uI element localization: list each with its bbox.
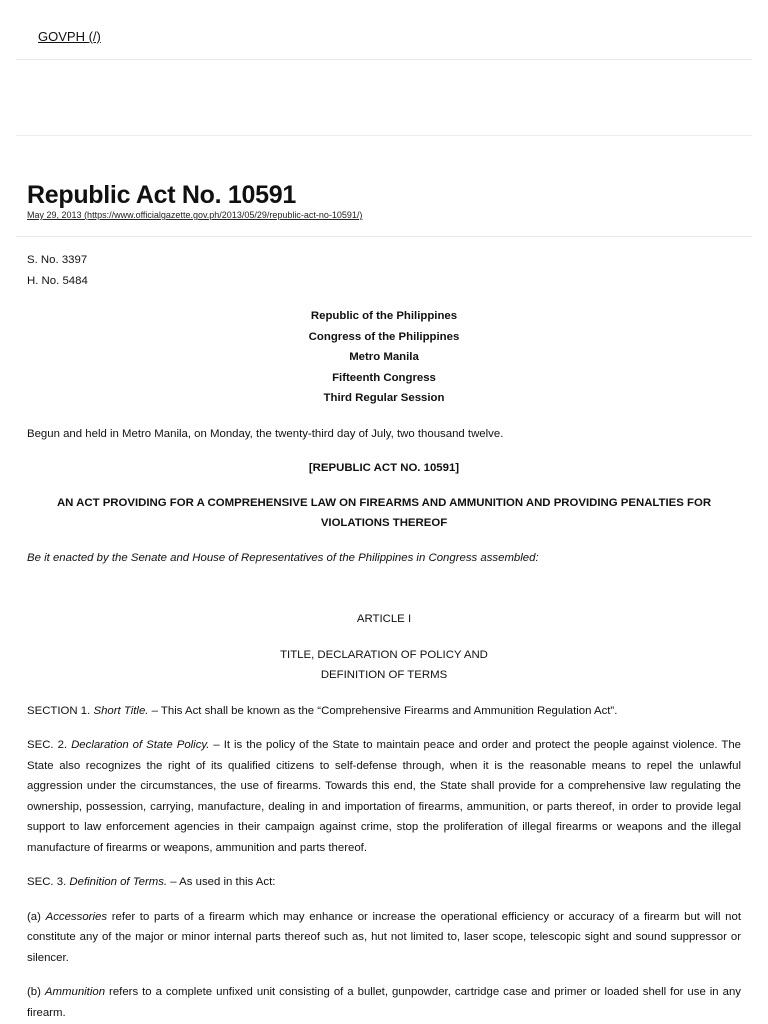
- republic-act-number: [REPUBLIC ACT NO. 10591]: [308, 462, 460, 474]
- definition-prefix: (b): [27, 986, 45, 998]
- definition-term: Ammunition: [44, 986, 106, 998]
- article-body: [27, 250, 741, 1023]
- section-heading: Short Title.: [93, 704, 149, 717]
- article-label: ARTICLE I: [356, 613, 412, 625]
- section-text: – As used in this Act:: [167, 876, 276, 888]
- section-2: [27, 735, 741, 858]
- section-prefix: SECTION 1.: [27, 704, 94, 717]
- definition-text: refer to parts of a firearm which may enhance or increase the operational efficiency or accuracy of a firearm but will not constitute any of the major or minor internal parts thereof such as, hut not limited to, laser scope, telescopic sight and sound suppressor or silencer.: [27, 910, 741, 964]
- article-title-line: DEFINITION OF TERMS: [320, 669, 448, 681]
- top-bar: [16, 0, 752, 60]
- senate-bill-number: S. No. 3397: [27, 254, 88, 266]
- header-spacer: [16, 60, 752, 136]
- article-date: May 29, 2013: [27, 210, 82, 220]
- section-heading: Definition of Terms.: [69, 876, 168, 888]
- section-prefix: SEC. 2.: [27, 739, 72, 751]
- definition-b: [27, 982, 741, 1023]
- section-3: [27, 872, 741, 893]
- heading-line: Metro Manila: [349, 351, 419, 363]
- article-title-line: TITLE, DECLARATION OF POLICY AND: [280, 648, 488, 661]
- definition-text: refers to a complete unfixed unit consisting of a bullet, gunpowder, cartridge case and primer or loaded shell for use in any firearm.: [27, 986, 741, 1019]
- page-title: Republic Act No. 10591: [27, 181, 296, 209]
- article-date-link[interactable]: [27, 210, 362, 220]
- article-header: [16, 178, 752, 237]
- definition-prefix: (a): [27, 910, 46, 923]
- section-prefix: SEC. 3.: [27, 876, 70, 888]
- definition-term: Accessories: [45, 910, 108, 923]
- definition-a: [27, 907, 741, 969]
- heading-line: Republic of the Philippines: [310, 310, 458, 322]
- house-bill-number: H. No. 5484: [27, 274, 88, 287]
- act-title: AN ACT PROVIDING FOR A COMPREHENSIVE LAW ON FIREARMS AND AMMUNITION AND PROVIDING PENALTIES FOR VIOLATIONS THEREOF: [56, 496, 712, 529]
- article-url: (https://www.officialgazette.gov.ph/2013/05/29/republic-act-no-10591/): [84, 210, 363, 220]
- begun-statement: Begun and held in Metro Manila, on Monday, the twenty-third day of July, two thousand twelve.: [27, 427, 504, 440]
- heading-line: Third Regular Session: [323, 392, 445, 404]
- section-text: – It is the policy of the State to maintain peace and order and protect the people against violence. The State also recognizes the right of its qualified citizens to self-defense through, when it is the reasonable means to repel the unlawful aggression under the circumstances, the use of firearms. Towards this end, the State shall provide for a comprehensive law regulating the ownership, possession, carrying, manufacture, dealing in and importation of firearms, ammunition, or parts thereof, in order to provide legal support to law enforcement agencies in their campaign against crime, stop the proliferation of illegal firearms or weapons and the illegal manufacture of firearms or weapons, ammunition and parts thereof.: [27, 739, 741, 854]
- enacting-clause: Be it enacted by the Senate and House of Representatives of the Philippines in Congress assembled:: [27, 551, 539, 564]
- section-1: [27, 701, 741, 722]
- heading-line: Congress of the Philippines: [308, 330, 460, 343]
- section-text: – This Act shall be known as the “Comprehensive Firearms and Ammunition Regulation Act”.: [148, 704, 618, 717]
- heading-line: Fifteenth Congress: [332, 371, 436, 384]
- section-heading: Declaration of State Policy.: [71, 739, 210, 751]
- govph-home-link[interactable]: GOVPH (/): [38, 29, 101, 44]
